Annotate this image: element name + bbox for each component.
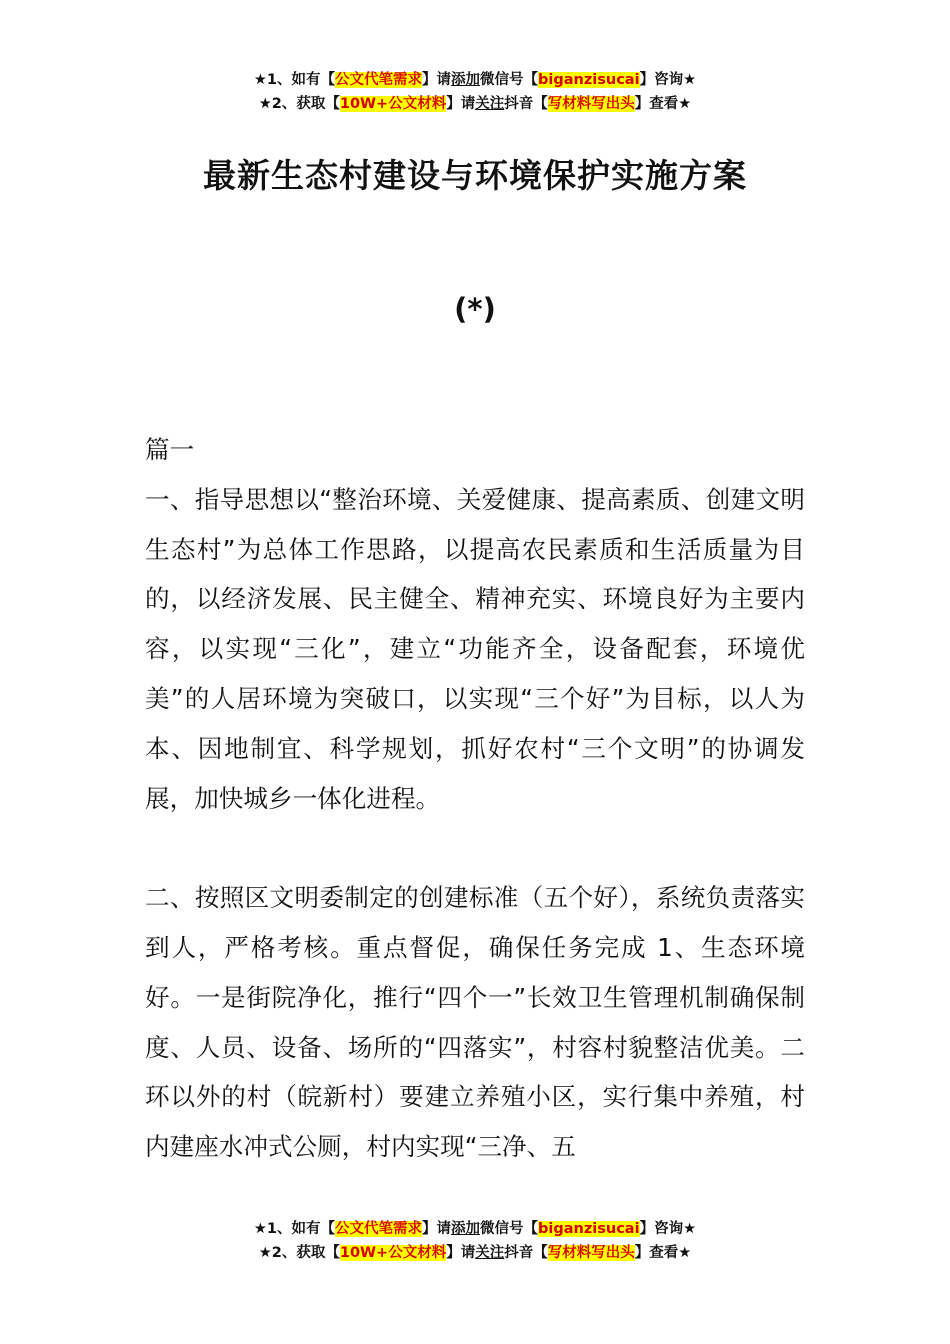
banner-wechat-id: biganzisucai [538,72,640,88]
banner-line-1 [0,1217,950,1241]
section-label: 篇一 [145,435,195,464]
banner-wechat-id: biganzisucai [538,1221,640,1237]
banner-text: 】请 [422,1221,452,1237]
banner-text: 】请 [422,72,452,88]
banner-line-2 [0,92,950,116]
banner-underlined-text: 添加 [451,72,481,88]
paragraph-guiding-ideology: 一、指导思想以“整治环境、关爱健康、提高素质、创建文明生态村”为总体工作思路，以提高农民素质和生活质量为目的，以经济发展、民主健全、精神充实、环境良好为主要内容，以实现“三化”，建立“功能齐全，设备配套，环境优美”的人居环境为突破口，以实现“三个好”为目标，以人为本、因地制宜、科学规划，抓好农村“三个文明”的协调发展，加快城乡一体化进程。 [145,484,805,813]
banner-text: 】查看★ [634,96,692,112]
banner-douyin-id: 写材料写出头 [547,1245,635,1261]
banner-text: 】请 [446,1245,476,1261]
banner-highlight: 公文代笔需求 [335,72,423,88]
paragraph-spacer [145,823,805,873]
banner-douyin-id: 写材料写出头 [547,96,635,112]
banner-text: ★2、获取【 [258,1245,340,1261]
footer-banner [0,1217,950,1265]
banner-text: 】咨询★ [639,1221,697,1237]
banner-underlined-text: 关注 [475,96,505,112]
banner-text: ★1、如有【 [253,72,336,88]
banner-text: ★2、获取【 [258,96,340,112]
banner-underlined-text: 添加 [451,1221,481,1237]
banner-text: 】查看★ [634,1245,692,1261]
banner-highlight: 公文代笔需求 [335,1221,423,1237]
banner-text: 抖音【 [504,1245,548,1261]
banner-text: 抖音【 [504,96,548,112]
banner-highlight: 10W+公文材料 [339,1245,447,1261]
paragraph-creation-standards: 二、按照区文明委制定的创建标准（五个好），系统负责落实到人，严格考核。重点督促，确保任务完成 1、生态环境好。一是街院净化，推行“四个一”长效卫生管理机制确保制度、人员、设备、场所的“四落实”，村容村貌整洁优美。二环以外的村（皖新村）要建立养殖小区，实行集中养殖，村内建座水冲式公厕，村内实现“三净、五 [145,883,805,1162]
banner-line-2 [0,1241,950,1265]
banner-highlight: 10W+公文材料 [339,96,447,112]
document-title: 最新生态村建设与环境保护实施方案 [203,156,747,195]
banner-text: 微信号【 [480,72,539,88]
banner-text: ★1、如有【 [253,1221,336,1237]
document-body [145,425,805,1172]
banner-line-1 [0,68,950,92]
header-banner [0,68,950,116]
banner-text: 微信号【 [480,1221,539,1237]
document-subtitle: (*) [454,292,496,326]
banner-underlined-text: 关注 [475,1245,505,1261]
banner-text: 】咨询★ [639,72,697,88]
banner-text: 】请 [446,96,476,112]
